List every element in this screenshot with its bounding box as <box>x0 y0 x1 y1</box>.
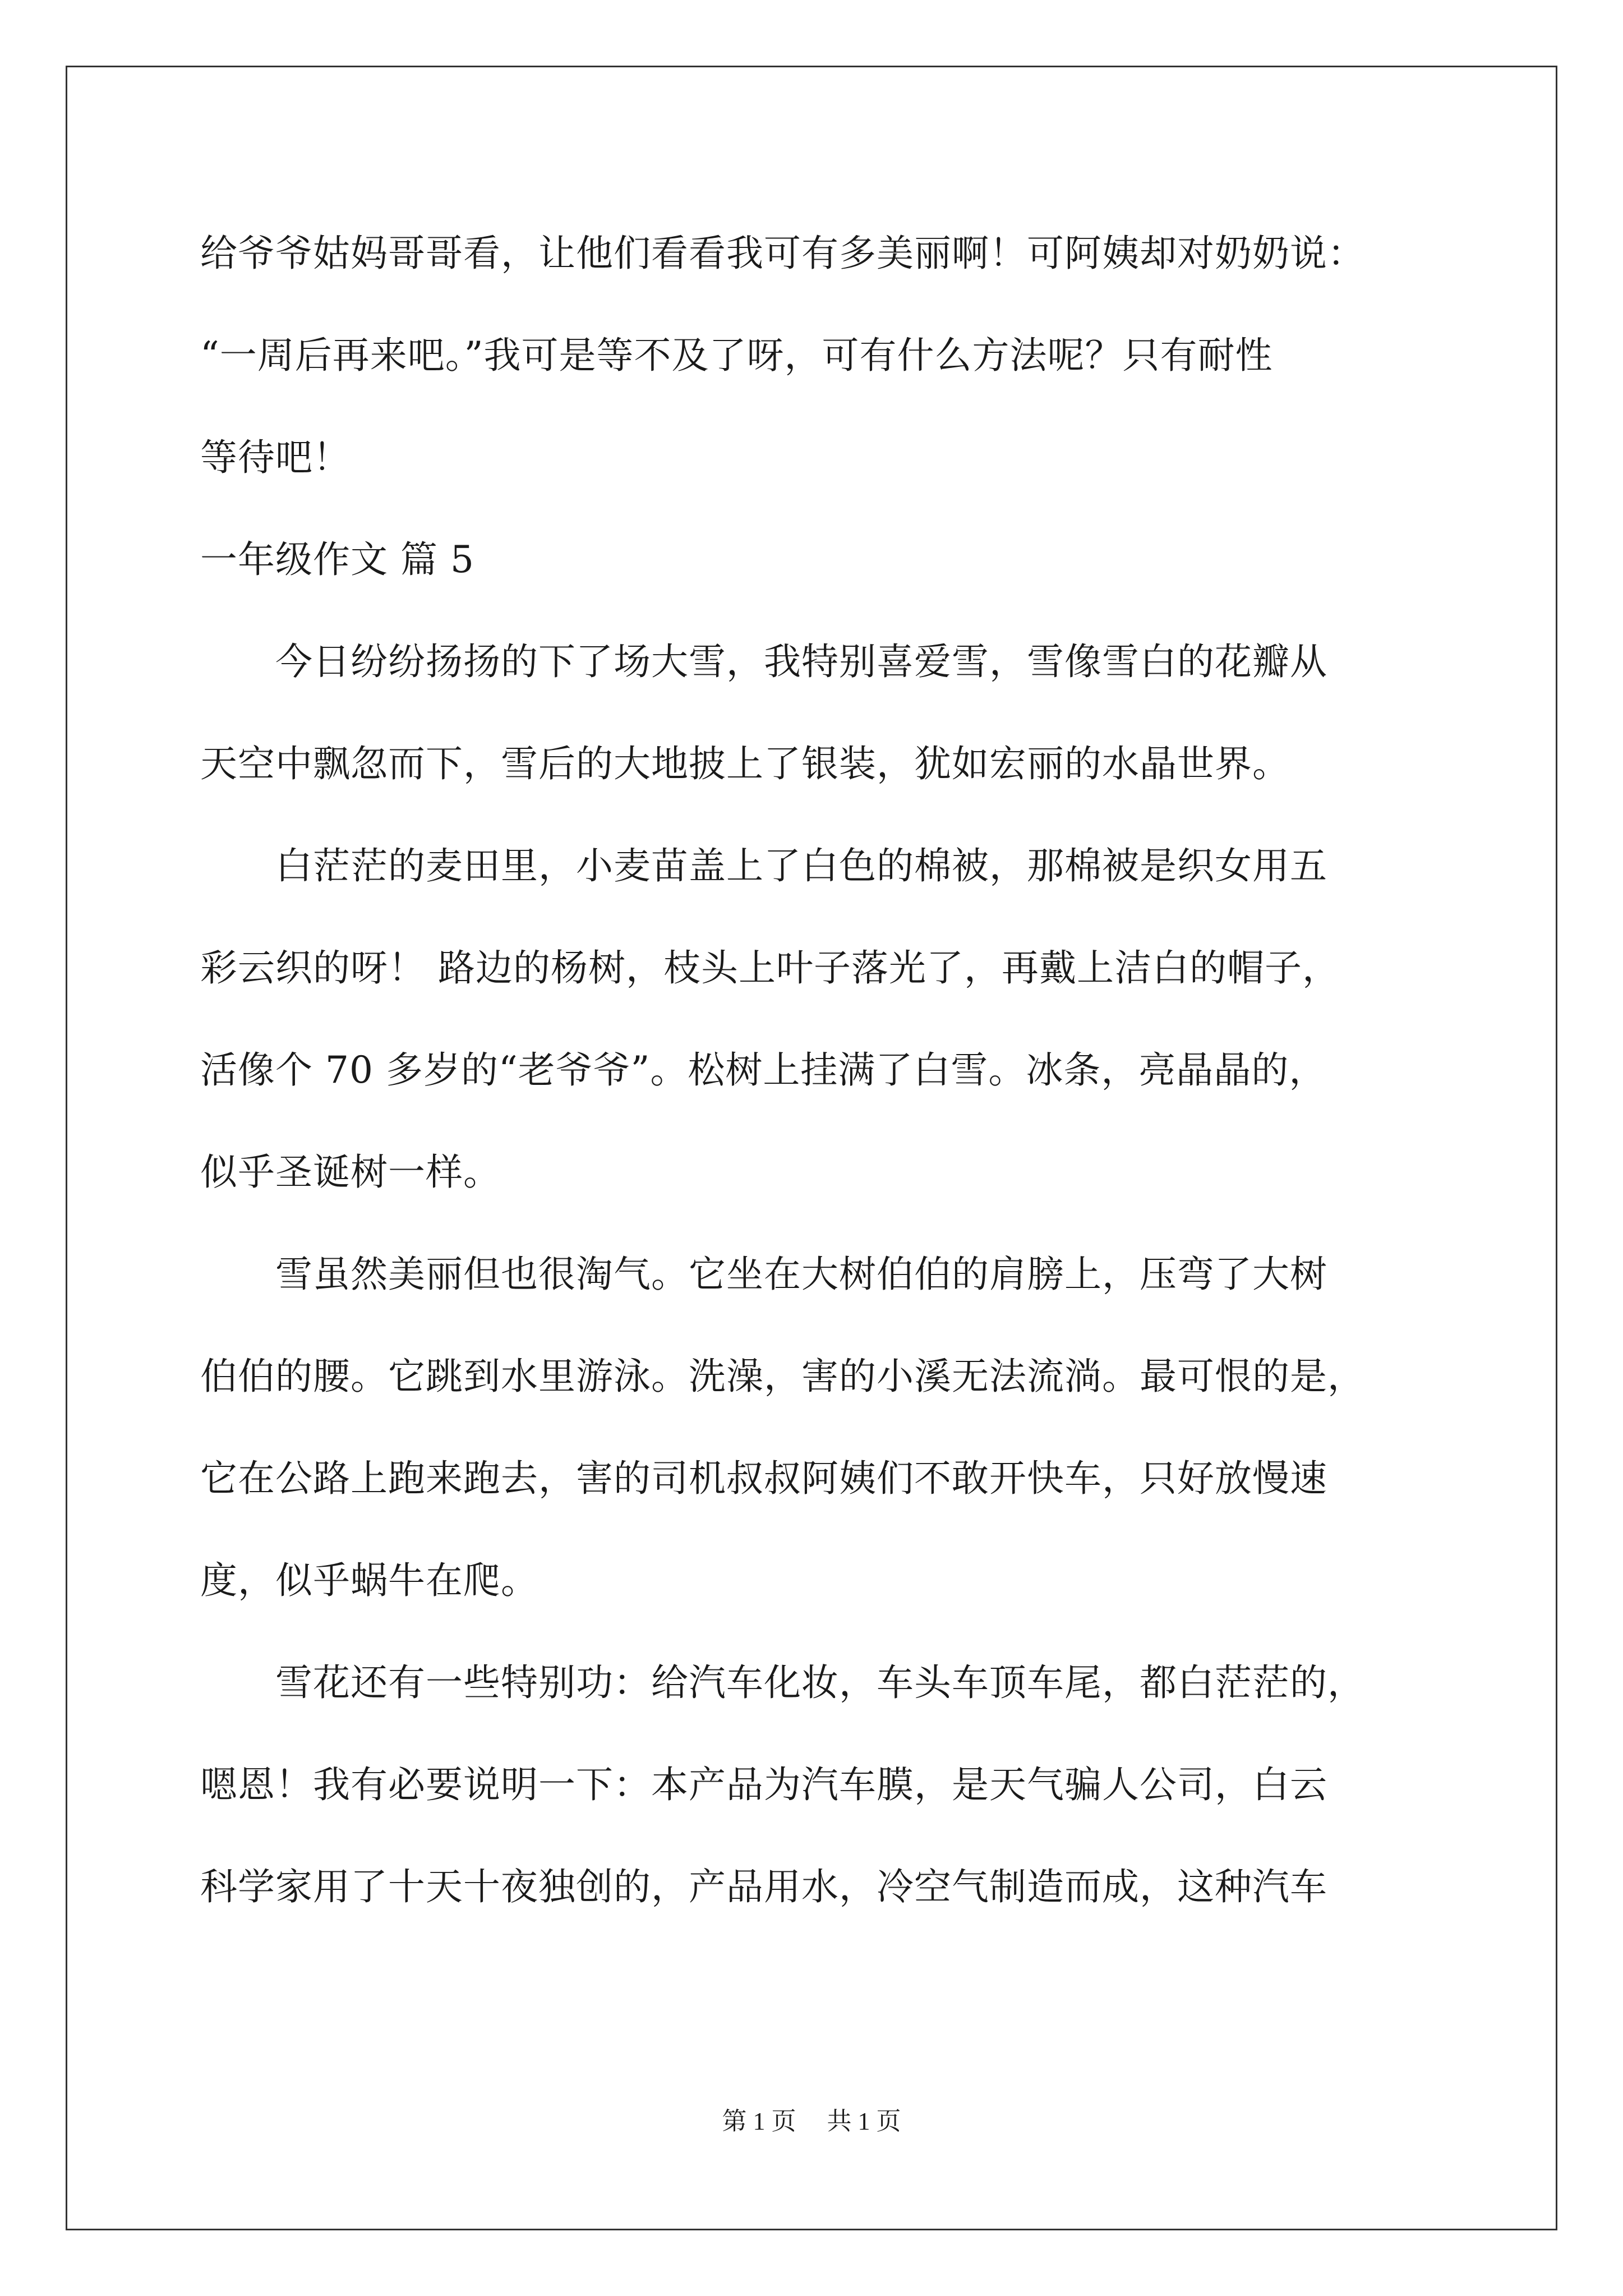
text-line: 白茫茫的麦田里，小麦苗盖上了白色的棉被，那棉被是织女用五 <box>200 844 1327 887</box>
text-line: 伯伯的腰。它跳到水里游泳。洗澡，害的小溪无法流淌。最可恨的是， <box>200 1355 1365 1398</box>
text-line: 给爷爷姑妈哥哥看，让他们看看我可有多美丽啊！可阿姨却对奶奶说： <box>200 232 1365 275</box>
text-line: 等待吧！ <box>200 436 351 479</box>
page-footer <box>0 2105 1623 2138</box>
text-line: 雪花还有一些特别功：给汽车化妆，车头车顶车尾，都白茫茫的， <box>200 1661 1365 1704</box>
section-heading: 一年级作文 篇 5 <box>200 538 474 581</box>
text-line: “一周后再来吧。”我可是等不及了呀，可有什么方法呢？只有耐性 <box>200 334 1273 377</box>
text-line: 彩云织的呀！ 路边的杨树，枝头上叶子落光了，再戴上洁白的帽子， <box>200 946 1340 990</box>
text-line: 似乎圣诞树一样。 <box>200 1151 501 1194</box>
page-number-label: 第 1 页 共 1 页 <box>722 2108 901 2135</box>
text-line: 活像个 70 多岁的“老爷爷”。松树上挂满了白雪。冰条，亮晶晶的， <box>200 1048 1327 1092</box>
text-line: 雪虽然美丽但也很淘气。它坐在大树伯伯的肩膀上，压弯了大树 <box>200 1253 1327 1296</box>
text-line: 度，似乎蜗牛在爬。 <box>200 1559 538 1602</box>
text-line: 今日纷纷扬扬的下了场大雪，我特别喜爱雪，雪像雪白的花瓣从 <box>200 640 1327 683</box>
text-line: 它在公路上跑来跑去，害的司机叔叔阿姨们不敢开快车，只好放慢速 <box>200 1457 1327 1500</box>
text-line: 嗯恩！我有必要说明一下：本产品为汽车膜，是天气骗人公司，白云 <box>200 1763 1327 1806</box>
text-line: 科学家用了十天十夜独创的，产品用水，冷空气制造而成，这种汽车 <box>200 1865 1327 1908</box>
text-line: 天空中飘忽而下，雪后的大地披上了银装，犹如宏丽的水晶世界。 <box>200 742 1290 785</box>
